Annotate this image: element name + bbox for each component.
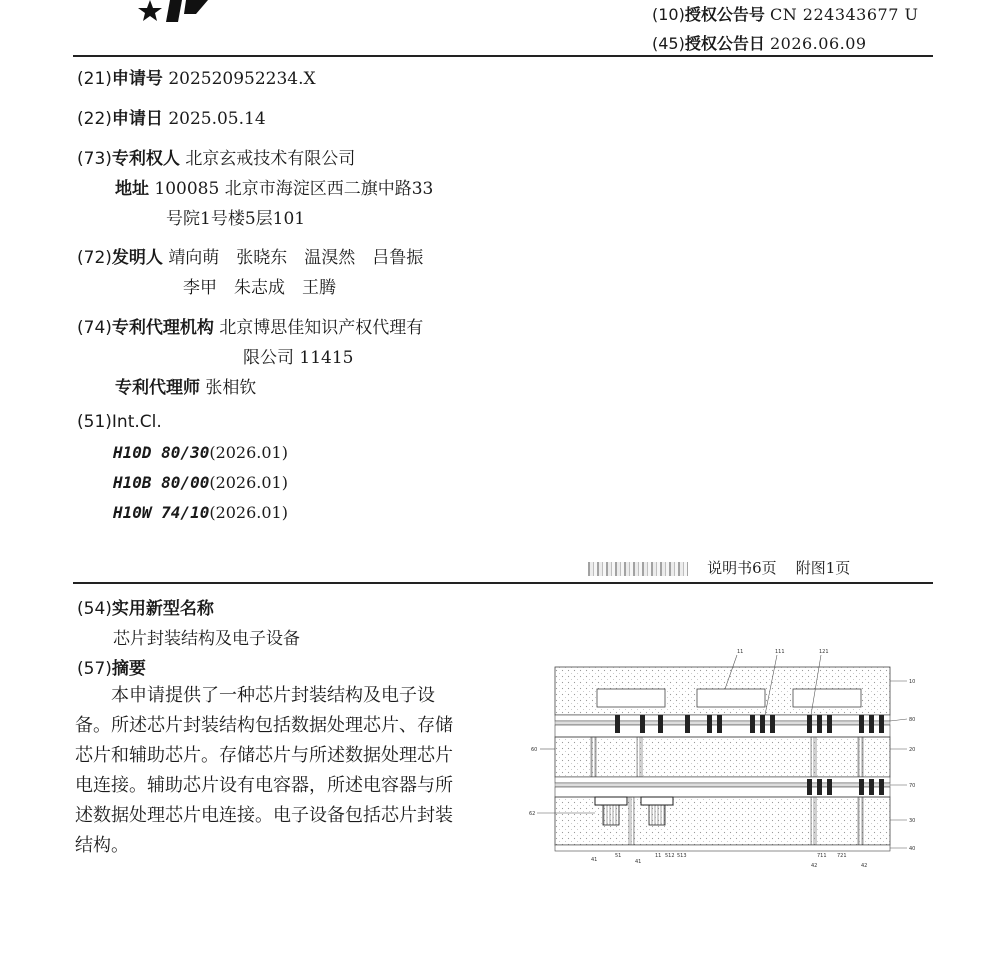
fig-label: 111 [775,649,785,655]
section-divider [73,582,933,584]
abstract-line: 本申请提供了一种芯片封装结构及电子设 [75,685,435,706]
abstract-line: 备。所述芯片封装结构包括数据处理芯片、存储 [75,715,453,736]
abstract-line: 述数据处理芯片电连接。电子设备包括芯片封装 [75,805,453,826]
header-divider [73,55,933,57]
obscured-claims-count [588,562,688,576]
utility-model-title-heading: (54)实用新型名称 [77,599,214,619]
publication-number: (10)授权公告号 CN 224343677 U [652,5,919,24]
patent-office-logo [138,0,208,22]
fig-label: 711 [817,853,827,859]
chip-block [697,689,765,707]
fig-label: 30 [909,818,916,824]
inventors: (72)发明人 靖向萌 张晓东 温湨然 吕鲁振 [77,248,424,268]
abstract-heading: (57)摘要 [77,659,146,679]
package-cross-section-figure [525,645,925,875]
aux-chip [641,797,673,805]
ipc-item: H10W 74/10(2026.01) [113,503,288,522]
fig-label: 512 [665,853,675,859]
inventors-line2: 李甲 朱志成 王腾 [183,278,336,298]
fig-label: 51 [615,853,622,859]
chip-block [597,689,665,707]
page-counts: 说明书6页 附图1页 [588,557,850,578]
utility-model-title: 芯片封装结构及电子设备 [113,629,300,649]
layer-40 [555,845,890,851]
fig-label: 11 [655,853,662,859]
ipc-item: H10D 80/30(2026.01) [113,443,288,462]
application-date: (22)申请日 2025.05.14 [77,109,266,129]
patent-agency: (74)专利代理机构 北京博思佳知识产权代理有 [77,318,424,338]
fig-label: 62 [529,811,536,817]
fig-label: 70 [909,783,916,789]
patent-agent: 专利代理师 张相钦 [115,378,257,398]
fig-label: 41 [591,857,598,863]
fig-label: 721 [837,853,847,859]
aux-chip [595,797,627,805]
patentee-address: 地址 100085 北京市海淀区西二旗中路33 [115,179,434,199]
fig-label: 80 [909,717,916,723]
publication-date: (45)授权公告日 2026.06.09 [652,34,867,53]
patent-agency-line2: 限公司 11415 [243,348,354,368]
fig-label: 10 [909,679,916,685]
fig-label: 11 [737,649,744,655]
abstract-line: 电连接。辅助芯片设有电容器，所述电容器与所 [75,775,453,796]
chip-block [793,689,861,707]
patentee-address-line2: 号院1号楼5层101 [166,209,306,229]
fig-label: 20 [909,747,916,753]
fig-label: 42 [861,863,868,869]
abstract-line: 结构。 [75,835,129,856]
fig-label: 41 [635,859,642,865]
fig-label: 42 [811,863,818,869]
application-number: (21)申请号 202520952234.X [77,69,316,89]
ipc-item: H10B 80/00(2026.01) [113,473,288,492]
layer-20 [555,737,890,777]
fig-label: 513 [677,853,687,859]
abstract-line: 芯片和辅助芯片。存储芯片与所述数据处理芯片 [75,745,453,766]
ipc-heading: (51)Int.Cl. [77,412,162,432]
patentee: (73)专利权人 北京玄戒技术有限公司 [77,149,356,169]
fig-label: 60 [531,747,538,753]
abstract-text [75,681,495,861]
fig-label: 40 [909,846,916,852]
fig-label: 121 [819,649,829,655]
